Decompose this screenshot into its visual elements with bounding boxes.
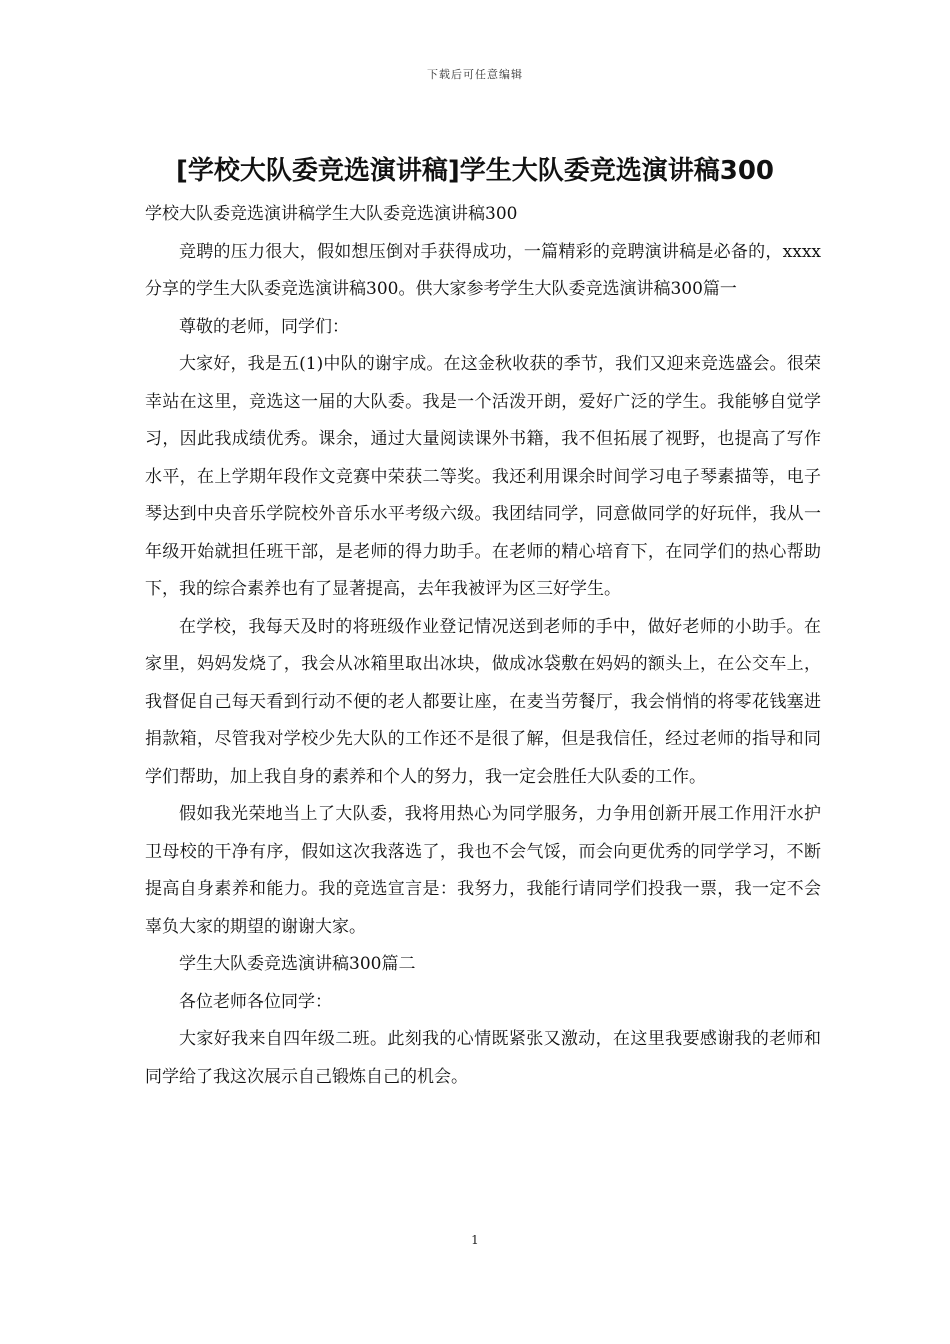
section-heading: 学生大队委竞选演讲稿300篇二 <box>179 954 416 974</box>
body-paragraph: 尊敬的老师，同学们： <box>179 316 349 337</box>
body-paragraph: 大家好，我是五(1)中队的谢宇成。在这金秋收获的季节，我们又迎来竞选盛会。很荣幸站在这里，竞选这一届的大队委。我是一个活泼开朗，爱好广泛的学生。我能够自觉学习，因此我成绩优秀。课余，通过大量阅读课外书籍，我不但拓展了视野，也提高了写作水平，在上学期年段作文竞赛中荣获二等奖。我还利用课余时间学习电子琴素描等，电子琴达到中央音乐学院校外音乐水平考级六级。我团结同学，同意做同学的好玩伴，我从一年级开始就担任班干部，是老师的得力助手。在老师的精心培育下，在同学们的热心帮助下，我的综合素养也有了显著提高，去年我被评为区三好学生。 <box>145 354 821 599</box>
subtitle-paragraph: 学校大队委竞选演讲稿学生大队委竞选演讲稿300 <box>145 204 518 224</box>
body-paragraph: 各位老师各位同学： <box>179 991 332 1012</box>
body-paragraph: 竞聘的压力很大，假如想压倒对手获得成功，一篇精彩的竞聘演讲稿是必备的，xxxx分享的学生大队委竞选演讲稿300。供大家参考学生大队委竞选演讲稿300篇一 <box>145 241 821 299</box>
page-number: 1 <box>471 1233 479 1247</box>
document-body <box>145 196 821 1096</box>
document-title: [学校大队委竞选演讲稿]学生大队委竞选演讲稿300 <box>175 156 775 186</box>
body-paragraph: 假如我光荣地当上了大队委，我将用热心为同学服务，力争用创新开展工作用汗水护卫母校的干净有序，假如这次我落选了，我也不会气馁，而会向更优秀的同学学习，不断提高自身素养和能力。我的竞选宣言是：我努力，我能行请同学们投我一票，我一定不会辜负大家的期望的谢谢大家。 <box>145 804 821 937</box>
body-paragraph: 大家好我来自四年级二班。此刻我的心情既紧张又激动，在这里我要感谢我的老师和同学给了我这次展示自己锻炼自己的机会。 <box>145 1029 821 1087</box>
page-header-note: 下载后可任意编辑 <box>427 68 523 81</box>
body-paragraph: 在学校，我每天及时的将班级作业登记情况送到老师的手中，做好老师的小助手。在家里，妈妈发烧了，我会从冰箱里取出冰块，做成冰袋敷在妈妈的额头上，在公交车上，我督促自己每天看到行动不便的老人都要让座，在麦当劳餐厅，我会悄悄的将零花钱塞进捐款箱，尽管我对学校少先大队的工作还不是很了解，但是我信任，经过老师的指导和同学们帮助，加上我自身的素养和个人的努力，我一定会胜任大队委的工作。 <box>145 616 821 787</box>
